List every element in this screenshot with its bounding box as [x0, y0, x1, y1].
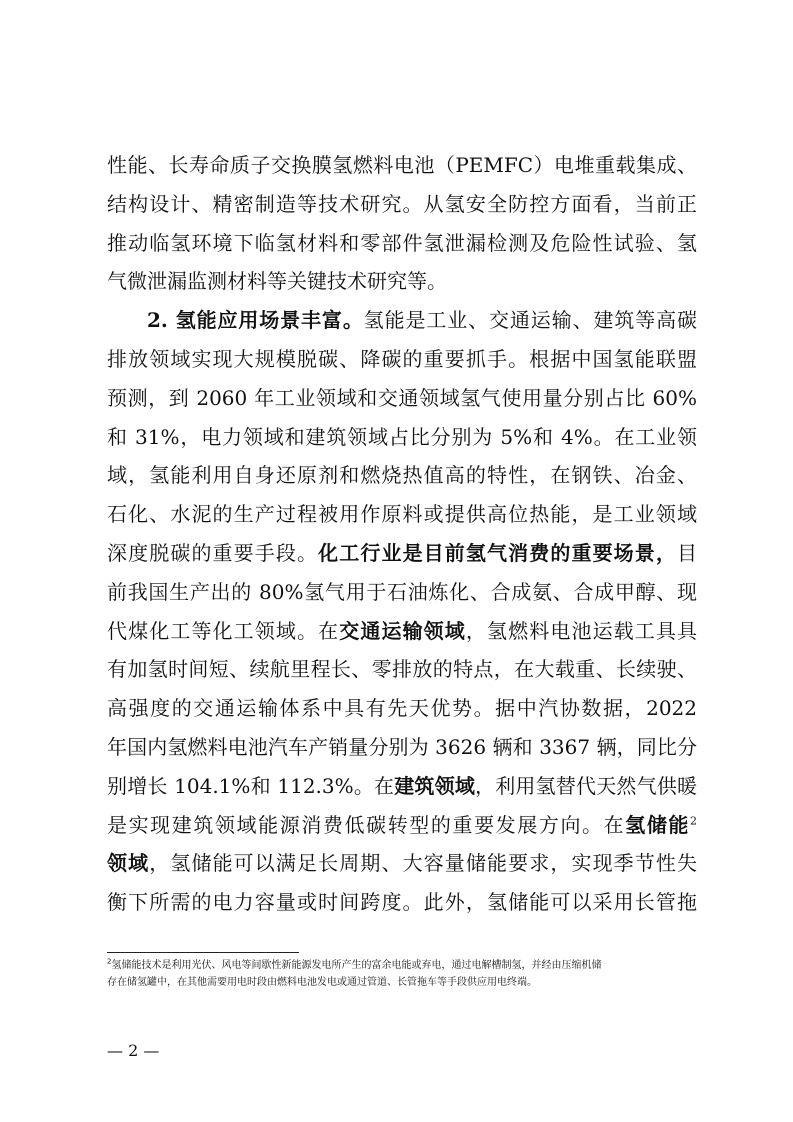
text-line — [107, 612, 697, 651]
section-heading: 2. 氢能应用场景丰富。 — [147, 308, 364, 333]
text-line: 和 31%，电力领域和建筑领域占比分别为 5%和 4%。在工业领 — [107, 424, 697, 449]
text-line: 性能、长寿命质子交换膜氢燃料电池（PEMFC）电堆重载集成、 — [107, 153, 697, 177]
emphasis-text: 建筑领域 — [394, 773, 476, 798]
emphasis-text: 领域 — [107, 851, 150, 876]
text-line: 推动临氢环境下临氢材料和零部件氢泄漏检测及危险性试验、氢 — [107, 230, 697, 255]
footnote-line — [107, 957, 697, 974]
paragraph-2 — [107, 301, 697, 922]
footnote-marker: 2 — [107, 957, 112, 966]
text-run: ，氢燃料电池运载工具具 — [465, 618, 698, 643]
text-run: ，氢储能可以满足长周期、大容量储能要求，实现季节性失 — [149, 851, 698, 876]
text-line: 年国内氢燃料电池汽车产销量分别为 3626 辆和 3367 辆，同比分 — [107, 734, 697, 759]
text-line — [107, 806, 697, 845]
footnote-divider — [107, 952, 299, 953]
text-line: 预测，到 2060 年工业领域和交通领域氢气使用量分别占比 60% — [107, 385, 697, 410]
text-line: 有加氢时间短、续航里程长、零排放的特点，在大载重、长续驶、 — [107, 657, 697, 682]
footnote-reference[interactable]: 2 — [690, 813, 698, 827]
text-line — [107, 767, 697, 806]
emphasis-text: 氢储能 — [625, 812, 691, 837]
body-text — [107, 146, 697, 922]
text-line: 高强度的交通运输体系中具有先天优势。据中汽协数据，2022 — [107, 696, 697, 721]
footnote — [107, 957, 697, 991]
text-line: 域，氢能利用自身还原剂和燃烧热值高的特性，在钢铁、冶金、 — [107, 463, 697, 488]
text-line — [107, 534, 697, 573]
text-run: ，利用氢替代天然气供暖 — [475, 773, 698, 798]
text-line: 结构设计、精密制造等技术研究。从氢安全防控方面看，当前正 — [107, 191, 697, 216]
text-run: 是实现建筑领域能源消费低碳转型的重要发展方向。在 — [107, 812, 626, 837]
text-line — [107, 301, 697, 340]
text-run: 代煤化工等化工领域。在 — [107, 618, 340, 643]
emphasis-text: 交通运输领域 — [339, 618, 466, 643]
paragraph-1 — [107, 146, 697, 301]
text-line: 石化、水泥的生产过程被用作原料或提供高位热能，是工业领域 — [107, 502, 697, 527]
text-run: 氢能是工业、交通运输、建筑等高碳 — [363, 308, 698, 333]
text-line: 前我国生产出的 80%氢气用于石油炼化、合成氨、合成甲醇、现 — [107, 579, 697, 604]
text-line — [107, 844, 697, 883]
text-run: 目 — [677, 540, 698, 565]
text-line: 气微泄漏监测材料等关键技术研究等。 — [107, 269, 447, 294]
text-run: 别增长 104.1%和 112.3%。在 — [107, 773, 395, 798]
page-number: — 2 — — [107, 1041, 160, 1060]
text-run: 深度脱碳的重要手段。 — [107, 540, 319, 565]
footnote-line: 存在储氢罐中，在其他需要用电时段由燃料电池发电或通过管道、长管拖车等手段供应用电终端。 — [107, 977, 537, 988]
footnote-text: 氢储能技术是利用光伏、风电等间歇性新能源发电所产生的富余电能或弃电，通过电解槽制氢，并经由压缩机储 — [111, 960, 602, 971]
text-line: 衡下所需的电力容量或时间跨度。此外，氢储能可以采用长管拖 — [107, 890, 697, 915]
emphasis-text: 化工行业是目前氢气消费的重要场景， — [318, 540, 678, 565]
text-line: 排放领域实现大规模脱碳、降碳的重要抓手。根据中国氢能联盟 — [107, 346, 697, 371]
